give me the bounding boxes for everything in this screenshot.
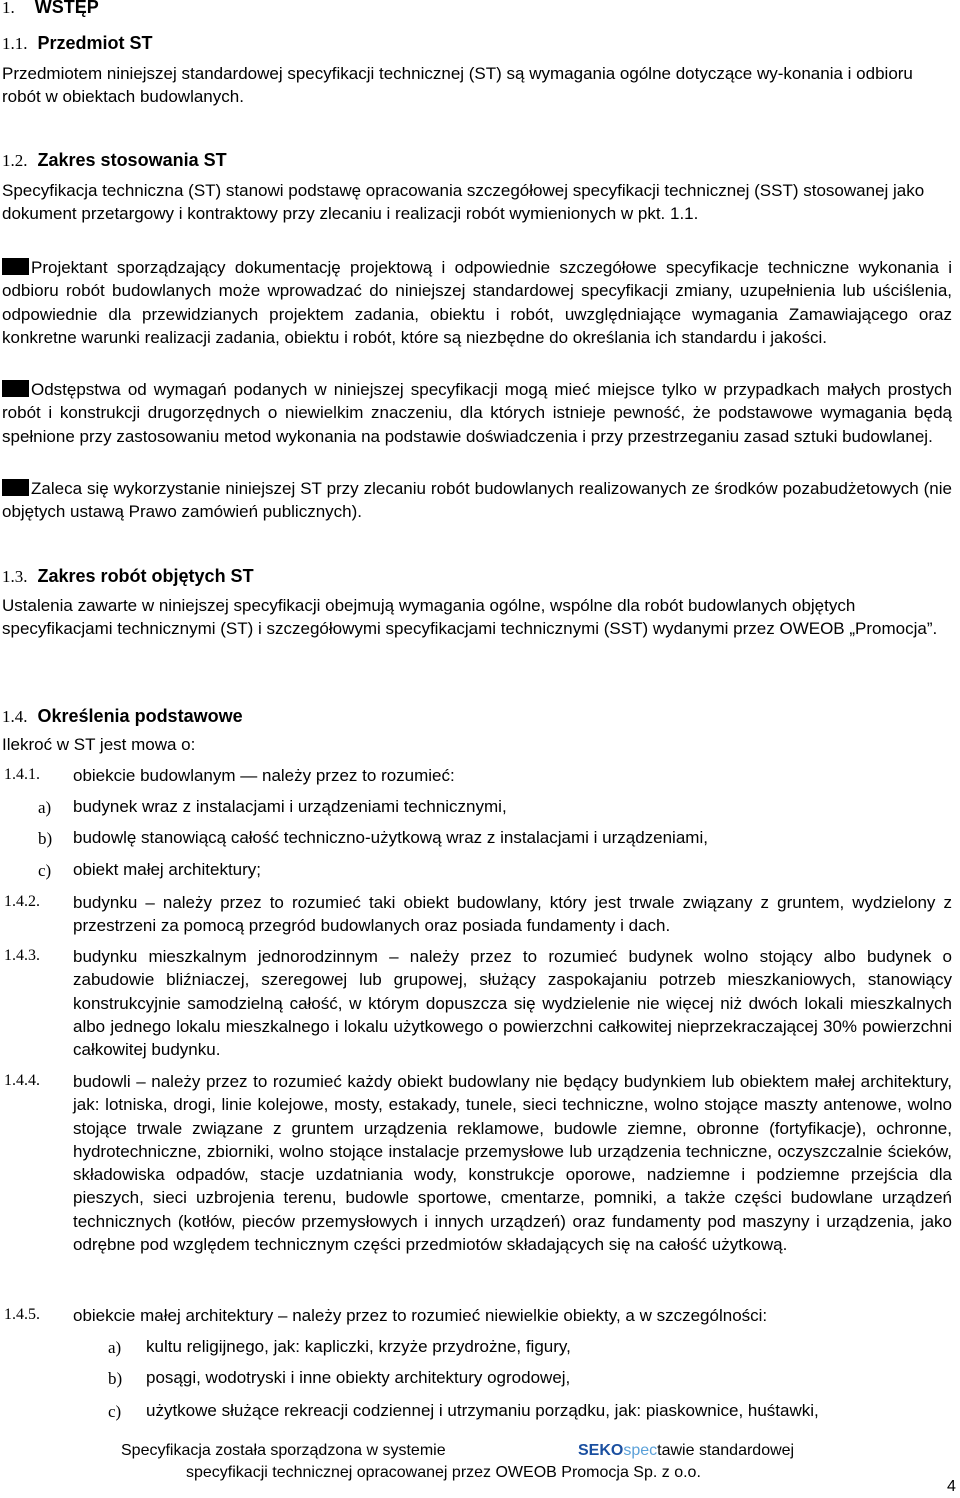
list-item: obiekt małej architektury; — [73, 860, 262, 879]
page-number: 4 — [947, 1478, 956, 1495]
definition-number: 1.4.1. — [4, 766, 40, 783]
definition-number: 1.4.4. — [4, 1072, 40, 1089]
definition-number: 1.4.5. — [4, 1306, 40, 1323]
definition-number: 1.4.3. — [4, 947, 40, 964]
section-heading-1-4: 1.4. Określenia podstawowe — [2, 706, 243, 726]
section-heading-1-2: 1.2. Zakres stosowania ST — [2, 150, 227, 170]
redaction-block — [2, 479, 29, 496]
list-item: posągi, wodotryski i inne obiekty architektury ogrodowej, — [146, 1368, 571, 1387]
section-heading-1-1: 1.1. Przedmiot ST — [2, 33, 153, 53]
sekospec-logo: SEKOspectawie standardowej — [578, 1442, 795, 1459]
list-item: użytkowe służące rekreacji codziennej i utrzymaniu porządku, jak: piaskownice, huśtawki, — [146, 1401, 819, 1420]
intro-text: Ilekroć w ST jest mowa o: — [2, 735, 196, 754]
list-label: c) — [38, 861, 52, 880]
list-label: c) — [108, 1402, 122, 1421]
list-label: b) — [38, 829, 53, 848]
redaction-block — [2, 380, 29, 397]
list-item: budowlę stanowiącą całość techniczno-użytkową wraz z instalacjami i urządzeniami, — [73, 828, 708, 847]
list-item: kultu religijnego, jak: kapliczki, krzyże przydrożne, figury, — [146, 1337, 571, 1356]
list-item: budynek wraz z instalacjami i urządzeniami technicznymi, — [73, 797, 507, 816]
definition-text: obiekcie małej architektury – należy przez to rozumieć niewielkie obiekty, a w szczególności: — [73, 1306, 768, 1325]
list-label: a) — [38, 798, 52, 817]
section-heading-1: 1. WSTĘP — [2, 0, 99, 17]
definition-text: budynku mieszkalnym jednorodzinnym – należy przez to rozumieć budynek wolno stojący albo budynek o zabudowie bliźniaczej, szeregowej lub grupowej, służący zaspokajaniu potrzeb mieszkaniowych, stanowiący konstrukcyjnie samodzielną całość, w którym dopuszcza się wydzielenie nie więcej niż dwóch lokali mieszkalnych albo jednego lokalu mieszkalnego i lokalu użytkowego o powierzchni całkowitej nieprzekraczającej 30% powierzchni całkowitej budynku. — [73, 947, 952, 1060]
paragraph: Projektant sporządzający dokumentację projektową i odpowiednie szczegółowe specyfikacje techniczne wykonania i odbioru robót budowlanych może wprowadzać do niniejszej standardowej specyfikacji zmiany, uzupełnienia lub uściślenia, odpowiednie dla przewidzianych projektem zadania, obiektu i robót, uwzględniające wymagania Zamawiającego oraz konkretne warunki realizacji zadania, obiektu i robót, które są niezbędne do określania ich standardu i jakości. — [2, 258, 952, 347]
section-heading-1-3: 1.3. Zakres robót objętych ST — [2, 566, 254, 586]
definition-text: budowli – należy przez to rozumieć każdy obiekt budowlany nie będący budynkiem lub obiektem małej architektury, jak: lotniska, drogi, linie kolejowe, mosty, estakady, tunele, sieci techniczne, wolno stojące maszty antenowe, wolno stojące trwale związane z gruntem urządzenia reklamowe, budowle ziemne, obronne (fortyfikacje), ochronne, hydrotechniczne, zbiorniki, wolno stojące instalacje przemysłowe lub urządzenia techniczne, oczyszczalnie ścieków, składowiska odpadów, stacje uzdatniania wody, konstrukcje oporowe, nadziemne i podziemne przejścia dla pieszych, sieci uzbrojenia terenu, budowle sportowe, cmentarze, pomniki, a także części budowlane urządzeń technicznych (kotłów, pieców przemysłowych i innych urządzeń) oraz fundamenty pod maszyny i urządzenia, jako odrębne pod względem technicznym części przedmiotów składających się na całość użytkową. — [73, 1072, 952, 1255]
paragraph: Odstępstwa od wymagań podanych w niniejszej specyfikacji mogą mieć miejsce tylko w przypadkach małych prostych robót i konstrukcji drugorzędnych o niewielkim znaczeniu, dla których istnieje pewność, że podstawowe wymagania będą spełnione przy zastosowaniu metod wykonania na podstawie doświadczenia i przy przestrzeganiu zasad sztuki budowlanej. — [2, 380, 952, 446]
paragraph: Zaleca się wykorzystanie niniejszej ST przy zlecaniu robót budowlanych realizowanych ze środków pozabudżetowych (nie objętych ustawą Prawo zamówień publicznych). — [2, 479, 952, 522]
definition-number: 1.4.2. — [4, 893, 40, 910]
footer-text: Specyfikacja została sporządzona w systemie — [121, 1442, 446, 1459]
definition-text: obiekcie budowlanym — należy przez to rozumieć: — [73, 766, 455, 785]
footer-text: specyfikacji technicznej opracowanej przez OWEOB Promocja Sp. z o.o. — [186, 1464, 701, 1481]
list-label: b) — [108, 1369, 123, 1388]
list-label: a) — [108, 1338, 122, 1357]
paragraph: Ustalenia zawarte w niniejszej specyfikacji obejmują wymagania ogólne, wspólne dla robót budowlanych objętych specyfikacjami technicznymi (ST) i szczegółowymi specyfikacjami technicznymi (SST) wydanymi przez OWEOB „Promocja”. — [2, 596, 938, 639]
redaction-block — [2, 258, 29, 275]
paragraph: Przedmiotem niniejszej standardowej specyfikacji technicznej (ST) są wymagania ogólne dotyczące wy-konania i odbioru robót w obiektach budowlanych. — [2, 64, 913, 107]
definition-text: budynku – należy przez to rozumieć taki obiekt budowlany, który jest trwale związany z gruntem, wydzielony z przestrzeni za pomocą przegród budowlanych oraz posiada fundamenty i dach. — [73, 893, 952, 936]
paragraph: Specyfikacja techniczna (ST) stanowi podstawę opracowania szczegółowej specyfikacji technicznej (SST) stosowanej jako dokument przetargowy i kontraktowy przy zlecaniu i realizacji robót wymienionych w pkt. 1.1. — [2, 181, 925, 224]
